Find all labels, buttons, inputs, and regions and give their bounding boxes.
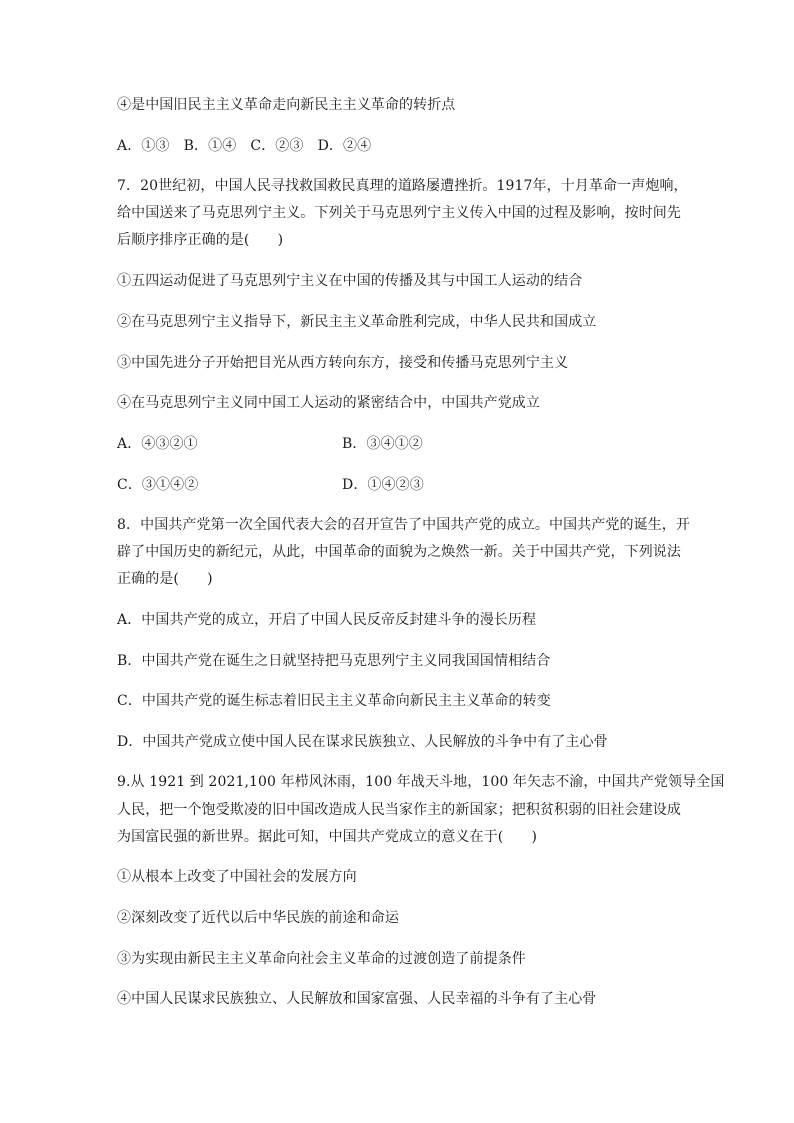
q8-stem-line-2: 辟了中国历史的新纪元，从此，中国革命的面貌为之焕然一新。关于中国共产党，下列说法 [117, 544, 681, 560]
q7-statement-3: ③中国先进分子开始把目光从西方转向东方，接受和传播马克思列宁主义 [117, 355, 569, 371]
q9-statement-3: ③为实现由新民主主义革命向社会主义革命的过渡创造了前提条件 [117, 951, 526, 967]
q7-statement-4: ④在马克思列宁主义同中国工人运动的紧密结合中，中国共产党成立 [117, 395, 540, 411]
q7-option-d: D．①④②③ [342, 477, 424, 493]
q7-option-c: C．③①④② [117, 477, 199, 493]
q8-option-d: D．中国共产党成立使中国人民在谋求民族独立、人民解放的斗争中有了主心骨 [117, 734, 608, 750]
q7-statement-2: ②在马克思列宁主义指导下，新民主主义革命胜利完成，中华人民共和国成立 [117, 314, 597, 330]
q7-stem-line-3: 后顺序排序正确的是( ) [117, 232, 284, 248]
q7-stem-line-2: 给中国送来了马克思列宁主义。下列关于马克思列宁主义传入中国的过程及影响，按时间先 [117, 205, 681, 221]
q9-stem-line-2: 人民，把一个饱受欺凌的旧中国改造成人民当家作主的新国家；把积贫积弱的旧社会建设成 [117, 802, 681, 818]
q8-option-c: C．中国共产党的诞生标志着旧民主主义革命向新民主主义革命的转变 [117, 693, 551, 709]
q7-statement-1: ①五四运动促进了马克思列宁主义在中国的传播及其与中国工人运动的结合 [117, 273, 583, 289]
q9-stem-line-1: 9.从 1921 到 2021,100 年栉风沐雨，100 年战天斗地，100 年矢志不渝，中国共产党领导全国 [117, 774, 725, 790]
q8-option-a: A．中国共产党的成立，开启了中国人民反帝反封建斗争的漫长历程 [117, 612, 537, 628]
q7-stem-line-1: 7．20世纪初，中国人民寻找救国救民真理的道路屡遭挫折。1917年，十月革命一声炮响， [117, 178, 688, 194]
q6-options: A．①③ B．①④ C．②③ D．②④ [117, 138, 372, 154]
q9-stem-line-3: 为国富民强的新世界。据此可知，中国共产党成立的意义在于( ) [117, 829, 538, 845]
q8-option-b: B．中国共产党在诞生之日就坚持把马克思列宁主义同我国国情相结合 [117, 653, 551, 669]
q9-statement-4: ④中国人民谋求民族独立、人民解放和国家富强、人民幸福的斗争有了主心骨 [117, 991, 597, 1007]
q7-option-a: A．④③②① [117, 436, 198, 452]
q9-statement-1: ①从根本上改变了中国社会的发展方向 [117, 869, 357, 885]
q9-statement-2: ②深刻改变了近代以后中华民族的前途和命运 [117, 910, 399, 926]
q7-option-b: B．③④①② [342, 436, 423, 452]
q8-stem-line-1: 8．中国共产党第一次全国代表大会的召开宣告了中国共产党的成立。中国共产党的诞生，开 [117, 517, 691, 533]
q6-statement-4: ④是中国旧民主主义革命走向新民主主义革命的转折点 [117, 97, 456, 113]
q8-stem-line-3: 正确的是( ) [117, 571, 213, 587]
